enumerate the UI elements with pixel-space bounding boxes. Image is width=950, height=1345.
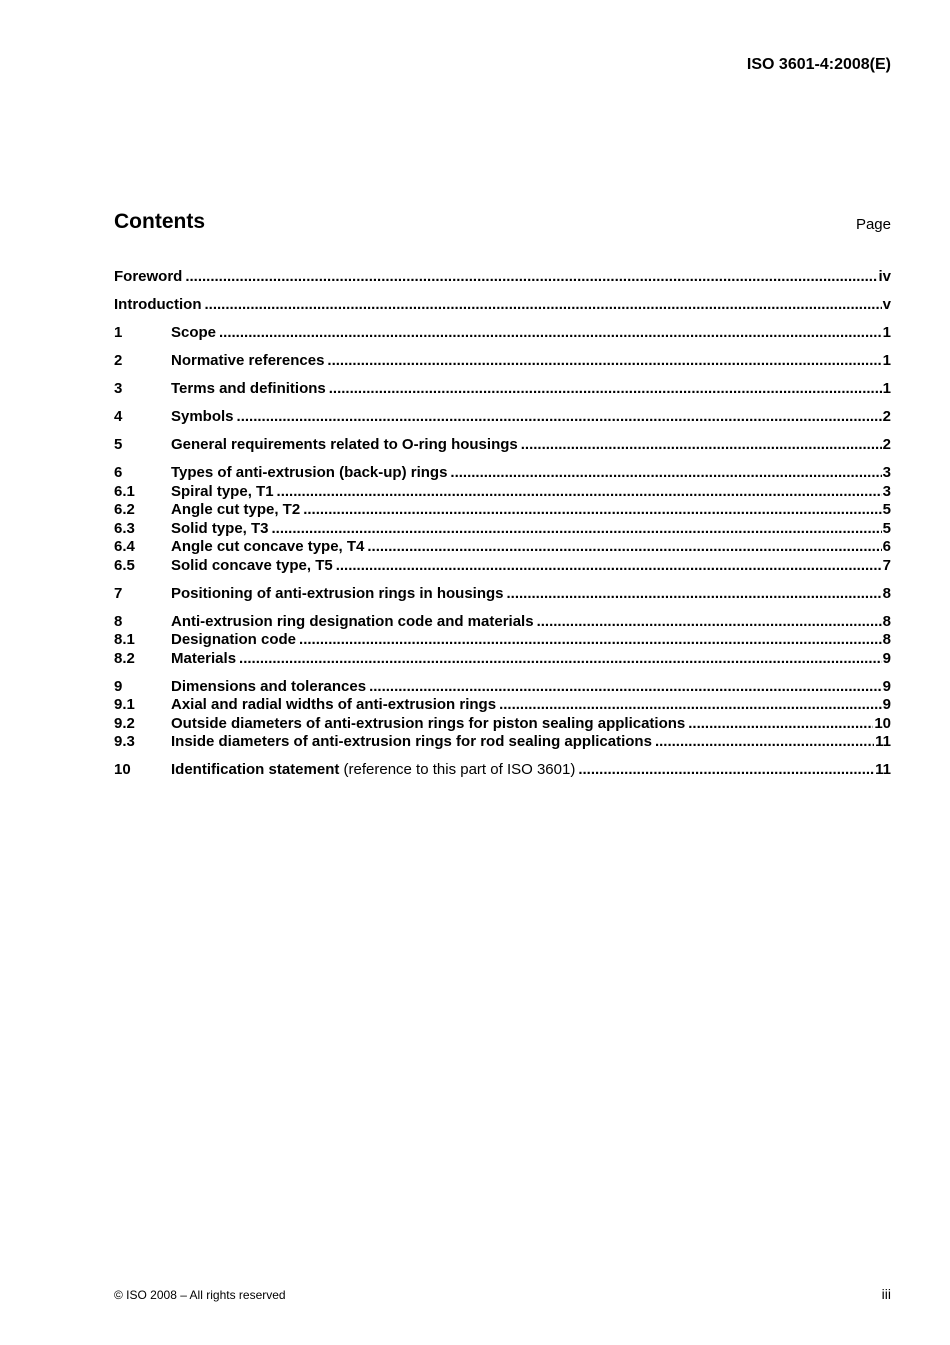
toc-number: 10 bbox=[114, 761, 131, 778]
toc-page: 9 bbox=[882, 696, 891, 713]
toc-label: Symbols bbox=[171, 408, 234, 425]
toc-entry-7[interactable] bbox=[114, 585, 891, 604]
dot-leader bbox=[239, 650, 882, 669]
dot-leader bbox=[655, 733, 874, 752]
toc-number: 4 bbox=[114, 408, 123, 425]
toc-label: Anti-extrusion ring designation code and materials bbox=[171, 612, 534, 630]
toc-number: 9.3 bbox=[114, 733, 135, 750]
toc-label: Foreword bbox=[114, 268, 183, 285]
dot-leader bbox=[537, 613, 882, 632]
toc-number: 6.3 bbox=[114, 519, 135, 537]
contents-heading bbox=[114, 210, 891, 240]
toc-label: Dimensions and tolerances bbox=[171, 677, 367, 695]
toc-label: Solid concave type, T5 bbox=[171, 556, 333, 574]
toc-page: 9 bbox=[882, 649, 891, 667]
dot-leader bbox=[450, 464, 881, 483]
toc-entry-foreword[interactable] bbox=[114, 268, 891, 287]
toc-number: 9 bbox=[114, 677, 123, 695]
dot-leader bbox=[237, 408, 882, 427]
toc-page: 1 bbox=[882, 324, 891, 341]
toc-label: Identification statement (reference to this part of ISO 3601) bbox=[171, 761, 576, 778]
toc-entry-8-2[interactable] bbox=[114, 650, 891, 669]
toc-page: 5 bbox=[882, 501, 891, 518]
toc-label: Outside diameters of anti-extrusion rings for piston sealing applications bbox=[171, 714, 686, 732]
dot-leader bbox=[204, 296, 881, 315]
toc-entry-9-3[interactable] bbox=[114, 733, 891, 752]
toc-label: Positioning of anti-extrusion rings in housings bbox=[171, 584, 504, 602]
page-column-label: Page bbox=[855, 216, 891, 233]
toc-number: 6.2 bbox=[114, 501, 135, 518]
toc-entry-1[interactable] bbox=[114, 324, 891, 343]
toc-number: 6.1 bbox=[114, 482, 135, 500]
dot-leader bbox=[367, 538, 881, 557]
toc-page: 7 bbox=[882, 556, 891, 574]
toc-label: General requirements related to O-ring housings bbox=[171, 436, 518, 453]
dot-leader bbox=[272, 520, 882, 539]
contents-title: Contents bbox=[114, 210, 205, 233]
dot-leader bbox=[185, 268, 877, 287]
dot-leader bbox=[499, 696, 882, 715]
toc-page: 8 bbox=[882, 631, 891, 648]
toc-label: Solid type, T3 bbox=[171, 519, 269, 537]
dot-leader bbox=[219, 324, 882, 343]
dot-leader bbox=[303, 501, 881, 520]
toc-page: 2 bbox=[882, 408, 891, 425]
toc-page: 1 bbox=[882, 380, 891, 397]
copyright-notice: © ISO 2008 – All rights reserved bbox=[114, 1288, 286, 1302]
toc-number: 8.1 bbox=[114, 631, 135, 648]
toc-entry-4[interactable] bbox=[114, 408, 891, 427]
toc-entry-6[interactable] bbox=[114, 464, 891, 483]
toc-entry-2[interactable] bbox=[114, 352, 891, 371]
dot-leader bbox=[299, 631, 882, 650]
toc-label: Spiral type, T1 bbox=[171, 482, 274, 500]
toc-number: 6.5 bbox=[114, 556, 135, 574]
toc-page: 11 bbox=[875, 733, 891, 750]
toc-entry-10[interactable] bbox=[114, 761, 891, 780]
toc-entry-6-5[interactable] bbox=[114, 557, 891, 576]
toc-page: 11 bbox=[875, 761, 891, 778]
toc-page: 5 bbox=[882, 519, 891, 537]
toc-number: 6.4 bbox=[114, 538, 135, 555]
toc-number: 8.2 bbox=[114, 649, 135, 667]
toc-entry-introduction[interactable] bbox=[114, 296, 891, 315]
page-number: iii bbox=[881, 1286, 891, 1302]
toc-page: 1 bbox=[882, 352, 891, 369]
toc-label: Normative references bbox=[171, 352, 325, 369]
toc-entry-9[interactable] bbox=[114, 678, 891, 697]
toc-entry-8-1[interactable] bbox=[114, 631, 891, 650]
dot-leader bbox=[336, 557, 882, 576]
toc-page: iv bbox=[878, 268, 891, 285]
toc-page: v bbox=[882, 296, 891, 313]
toc-number: 8 bbox=[114, 612, 123, 630]
dot-leader bbox=[688, 715, 873, 734]
toc-number: 2 bbox=[114, 352, 123, 369]
toc-page: 10 bbox=[874, 714, 891, 732]
toc-label: Axial and radial widths of anti-extrusion rings bbox=[171, 696, 497, 713]
toc-entry-9-1[interactable] bbox=[114, 696, 891, 715]
toc-label: Angle cut concave type, T4 bbox=[171, 538, 365, 555]
toc-label: Terms and definitions bbox=[171, 380, 326, 397]
toc-number: 7 bbox=[114, 584, 123, 602]
toc-number: 1 bbox=[114, 324, 123, 341]
dot-leader bbox=[521, 436, 882, 455]
toc-label: Scope bbox=[171, 324, 217, 341]
toc-label: Angle cut type, T2 bbox=[171, 501, 301, 518]
toc-page: 9 bbox=[882, 677, 891, 695]
dot-leader bbox=[507, 585, 882, 604]
table-of-contents bbox=[114, 268, 891, 780]
toc-entry-3[interactable] bbox=[114, 380, 891, 399]
toc-entry-9-2[interactable] bbox=[114, 715, 891, 734]
toc-number: 3 bbox=[114, 380, 123, 397]
toc-entry-6-3[interactable] bbox=[114, 520, 891, 539]
toc-entry-6-2[interactable] bbox=[114, 501, 891, 520]
toc-number: 9.1 bbox=[114, 696, 135, 713]
toc-entry-6-4[interactable] bbox=[114, 538, 891, 557]
dot-leader bbox=[578, 761, 874, 780]
toc-label: Introduction bbox=[114, 296, 202, 313]
toc-number: 9.2 bbox=[114, 714, 135, 732]
toc-number: 5 bbox=[114, 436, 123, 453]
toc-entry-5[interactable] bbox=[114, 436, 891, 455]
toc-page: 3 bbox=[882, 464, 891, 481]
dot-leader bbox=[329, 380, 882, 399]
toc-page: 6 bbox=[882, 538, 891, 555]
dot-leader bbox=[369, 678, 882, 697]
toc-label: Types of anti-extrusion (back-up) rings bbox=[171, 464, 448, 481]
dot-leader bbox=[277, 483, 882, 502]
dot-leader bbox=[327, 352, 881, 371]
toc-label: Inside diameters of anti-extrusion rings for rod sealing applications bbox=[171, 733, 652, 750]
toc-label: Designation code bbox=[171, 631, 297, 648]
toc-label: Materials bbox=[171, 649, 237, 667]
toc-page: 2 bbox=[882, 436, 891, 453]
toc-page: 3 bbox=[882, 482, 891, 500]
toc-page: 8 bbox=[882, 612, 891, 630]
toc-number: 6 bbox=[114, 464, 123, 481]
toc-entry-8[interactable] bbox=[114, 613, 891, 632]
toc-page: 8 bbox=[882, 584, 891, 602]
toc-entry-6-1[interactable] bbox=[114, 483, 891, 502]
document-id: ISO 3601-4:2008(E) bbox=[746, 56, 891, 73]
